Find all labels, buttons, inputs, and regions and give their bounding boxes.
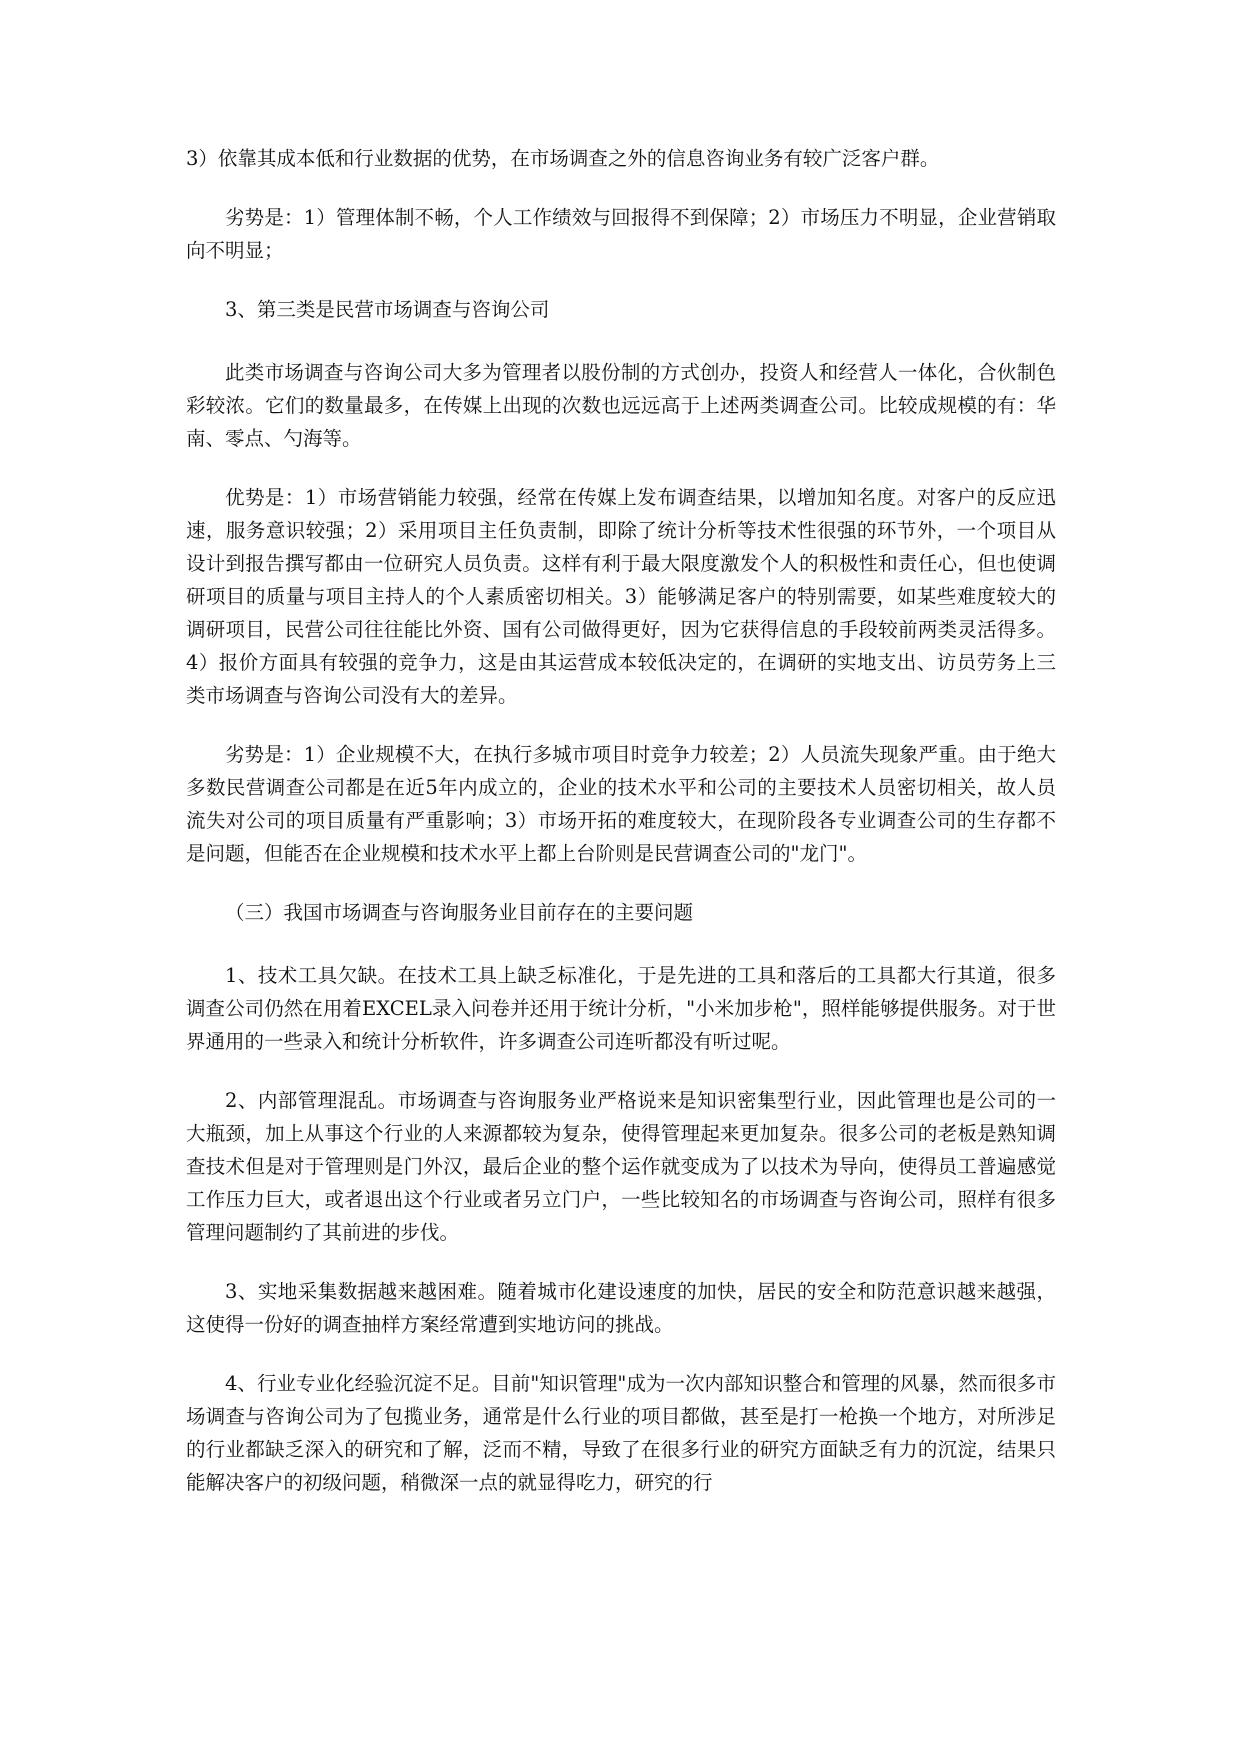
paragraph-problem-specialization: 4、行业专业化经验沉淀不足。目前"知识管理"成为一次内部知识整合和管理的风暴，然而很多市场调查与咨询公司为了包揽业务，通常是什么行业的项目都做，甚至是打一枪换一个地方，对所涉足的行业都缺乏深入的研究和了解，泛而不精，导致了在很多行业的研究方面缺乏有力的沉淀，结果只能解决客户的初级问题，稍微深一点的就显得吃力，研究的行 bbox=[186, 1372, 1056, 1494]
paragraph-problem-data-collection: 3、实地采集数据越来越困难。随着城市化建设速度的加快，居民的安全和防范意识越来越强，这使得一份好的调查抽样方案经常遭到实地访问的挑战。 bbox=[186, 1280, 1056, 1336]
paragraph-problem-management: 2、内部管理混乱。市场调查与咨询服务业严格说来是知识密集型行业，因此管理也是公司的一大瓶颈，加上从事这个行业的人来源都较为复杂，使得管理起来更加复杂。很多公司的老板是熟知调查技术但是对于管理则是门外汉，最后企业的整个运作就变成为了以技术为导向，使得员工普遍感觉工作压力巨大，或者退出这个行业或者另立门户，一些比较知名的市场调查与咨询公司，照样有很多管理问题制约了其前进的步伐。 bbox=[186, 1089, 1056, 1244]
paragraph-problem-tools: 1、技术工具欠缺。在技术工具上缺乏标准化，于是先进的工具和落后的工具都大行其道，很多调查公司仍然在用着EXCEL录入问卷并还用于统计分析，"小米加步枪"，照样能够提供服务。对于世界通用的一些录入和统计分析软件，许多调查公司连听都没有听过呢。 bbox=[186, 964, 1056, 1053]
section-heading-main-problems: （三）我国市场调查与咨询服务业目前存在的主要问题 bbox=[225, 901, 694, 924]
paragraph-private-advantages: 优势是：1）市场营销能力较强，经常在传媒上发布调查结果，以增加知名度。对客户的反应迅速，服务意识较强；2）采用项目主任负责制，即除了统计分析等技术性很强的环节外，一个项目从设计到报告撰写都由一位研究人员负责。这样有利于最大限度激发个人的积极性和责任心，但也使调研项目的质量与项目主持人的个人素质密切相关。3）能够满足客户的特别需要，如某些难度较大的调研项目，民营公司往往能比外资、国有公司做得更好，因为它获得信息的手段较前两类灵活得多。4）报价方面具有较强的竞争力，这是由其运营成本较低决定的，在调研的实地支出、访员劳务上三类市场调查与咨询公司没有大的差异。 bbox=[186, 486, 1056, 707]
paragraph-disadvantages-state: 劣势是：1）管理体制不畅，个人工作绩效与回报得不到保障；2）市场压力不明显，企业营销取向不明显； bbox=[186, 206, 1056, 262]
document-page bbox=[186, 142, 1056, 1525]
paragraph-private-disadvantages: 劣势是：1）企业规模不大，在执行多城市项目时竞争力较差；2）人员流失现象严重。由于绝大多数民营调查公司都是在近5年内成立的，企业的技术水平和公司的主要技术人员密切相关，故人员流失对公司的项目质量有严重影响；3）市场开拓的难度较大，在现阶段各专业调查公司的生存都不是问题，但能否在企业规模和技术水平上都上台阶则是民营调查公司的"龙门"。 bbox=[186, 743, 1056, 865]
section-heading-private-firms: 3、第三类是民营市场调查与咨询公司 bbox=[225, 298, 550, 321]
paragraph-advantage-3: 3）依靠其成本低和行业数据的优势，在市场调查之外的信息咨询业务有较广泛客户群。 bbox=[186, 147, 940, 170]
paragraph-private-firms-intro: 此类市场调查与咨询公司大多为管理者以股份制的方式创办，投资人和经营人一体化，合伙制色彩较浓。它们的数量最多，在传媒上出现的次数也远远高于上述两类调查公司。比较成规模的有：华南、零点、勺海等。 bbox=[186, 361, 1056, 450]
